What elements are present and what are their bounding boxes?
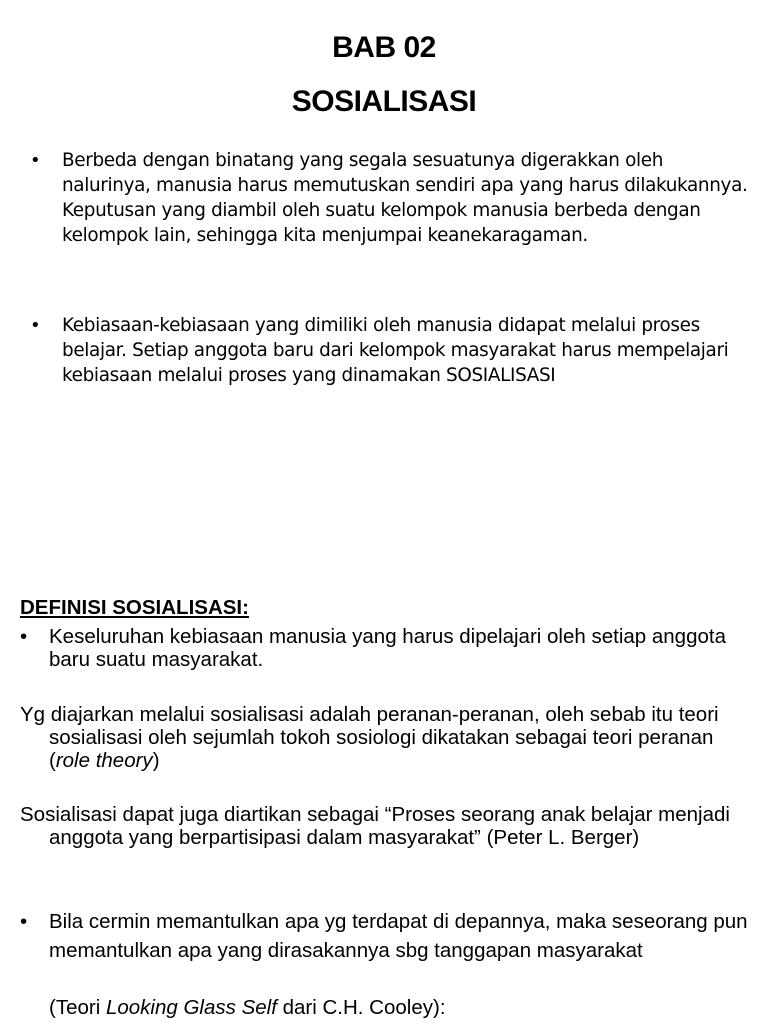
citation-start: (Teori (49, 996, 106, 1019)
bullet-text: Keseluruhan kebiasaan manusia yang harus dipelajari oleh setiap anggota baru suatu masyarakat. (49, 625, 726, 671)
bullet-text: Berbeda dengan binatang yang segala sesuatunya digerakkan oleh nalurinya, manusia harus memutuskan sendiri apa yang harus dilakukannya. Keputusan yang diambil oleh suatu kelompok manusia berbeda dengan kelompok lain, sehingga kita menjumpai keanekaragaman. (62, 150, 748, 246)
slide-title-line1: BAB 02 (332, 31, 436, 64)
paragraph-text-end: ) (152, 749, 160, 772)
citation-line (49, 996, 749, 1019)
section-heading: DEFINISI SOSIALISASI: (20, 596, 249, 619)
italic-term: Looking Glass Self (105, 996, 277, 1019)
bullet-marker: • (20, 625, 28, 648)
definition-bullet-1 (20, 625, 750, 671)
bullet-text: Bila cermin memantulkan apa yg terdapat di depannya, maka seseorang pun memantulkan apa yang dirasakannya sbg tanggapan masyarakat (49, 910, 748, 962)
paragraph-text: Yg diajarkan melalui sosialisasi adalah peranan-peranan, oleh sebab itu teori sosialisasi oleh sejumlah tokoh sosiologi dikatakan sebagai teori peranan ( (20, 703, 719, 772)
definition-bullet-2 (20, 907, 750, 965)
bullet-marker: • (30, 150, 41, 171)
bullet-marker: • (30, 315, 41, 336)
paragraph-role-theory (20, 703, 750, 772)
slide-title-line2: SOSIALISASI (291, 85, 477, 118)
citation-end: dari C.H. Cooley): (276, 996, 446, 1019)
bullet-text: Kebiasaan-kebiasaan yang dimiliki oleh manusia didapat melalui proses belajar. Setiap anggota baru dari kelompok masyarakat harus mempelajari kebiasaan melalui proses yang dinamakan SOSIALISASI (62, 315, 729, 386)
italic-term: role theory (55, 749, 153, 772)
bullet-item-2 (30, 313, 750, 388)
paragraph-berger: Sosialisasi dapat juga diartikan sebagai “Proses seorang anak belajar menjadi anggota yang berpartisipasi dalam masyarakat” (Peter L. Berger) (20, 803, 730, 849)
bullet-item-1 (30, 148, 750, 248)
bullet-marker: • (20, 910, 28, 933)
